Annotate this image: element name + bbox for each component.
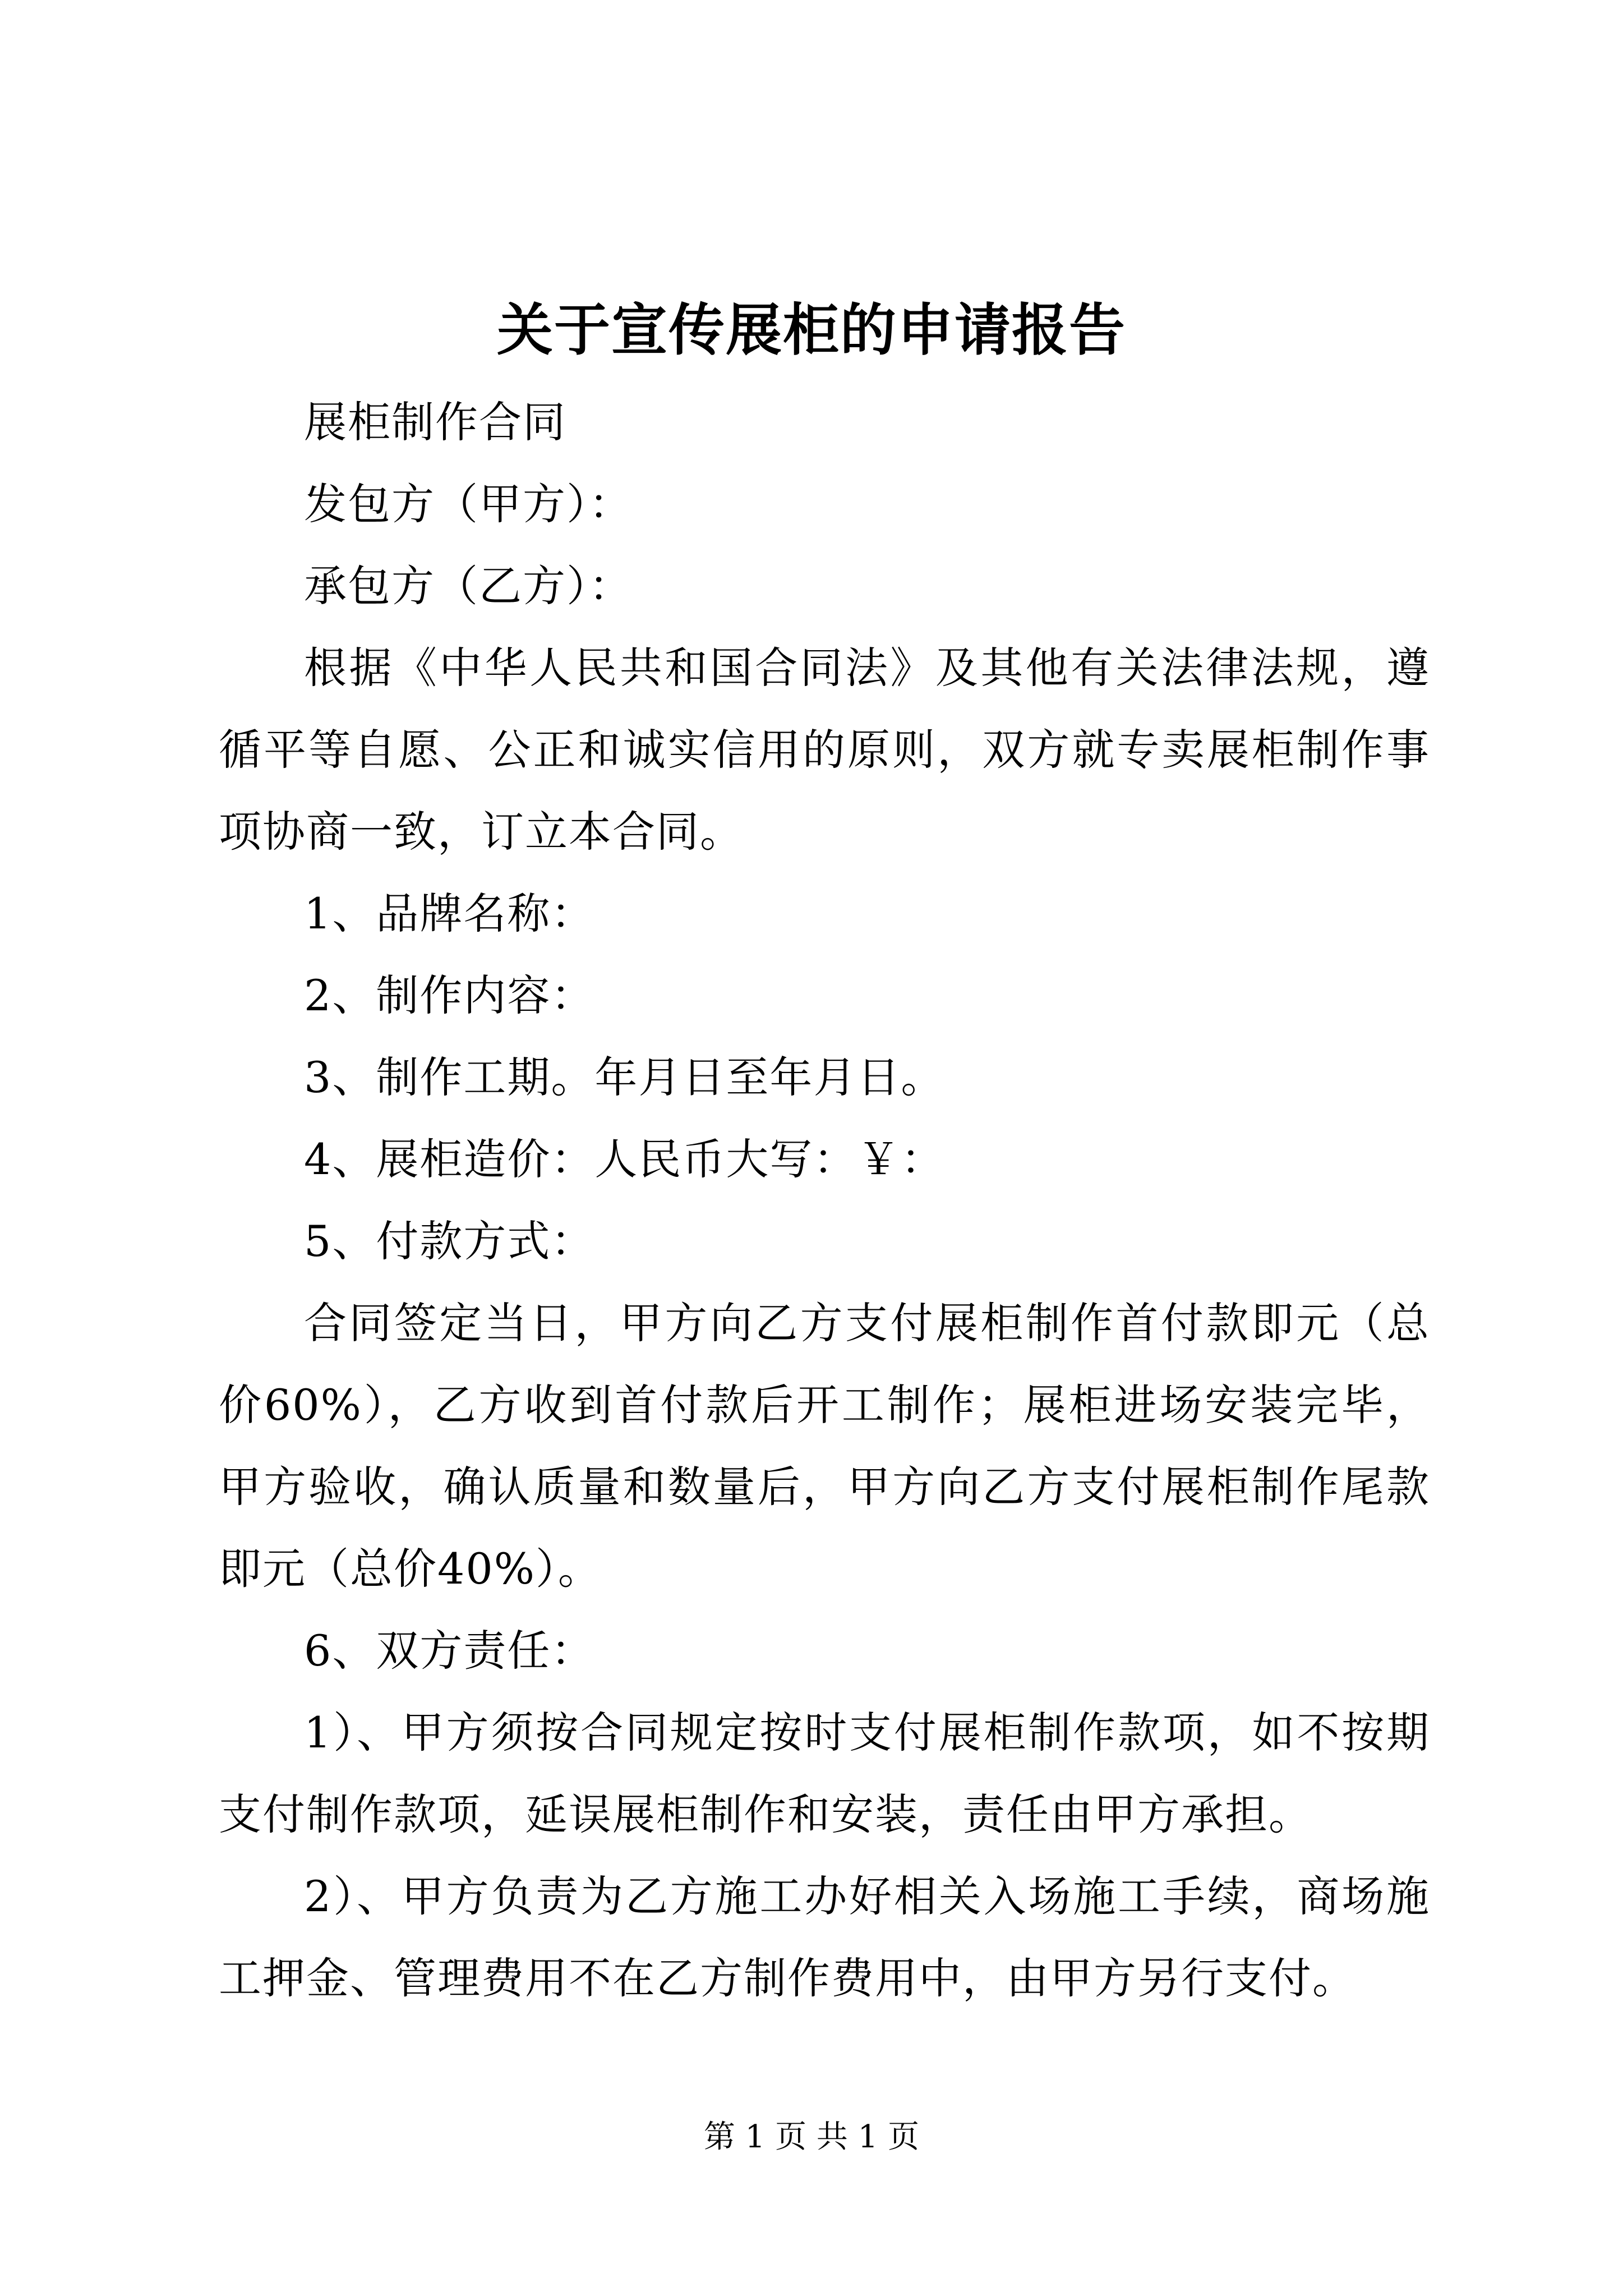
paragraph-production-content: 2、制作内容： bbox=[304, 970, 595, 1020]
page-number: 第 1 页 共 1 页 bbox=[703, 2119, 920, 2155]
page-footer bbox=[0, 2115, 1623, 2160]
paragraph-preamble: 根据《中华人民共和国合同法》及其他有关法律法规，遵循平等自愿、公正和诚实信用的原则，双方就专卖展柜制作事项协商一致，订立本合同。 bbox=[219, 643, 1430, 857]
paragraph-contract-heading: 展柜制作合同 bbox=[304, 397, 566, 447]
document-body bbox=[219, 381, 1430, 2019]
document-title: 关于宣传展柜的申请报告 bbox=[497, 297, 1126, 363]
paragraph-responsibility-1: 1）、甲方须按合同规定按时支付展柜制作款项，如不按期支付制作款项，延误展柜制作和安装，责任由甲方承担。 bbox=[219, 1708, 1430, 1839]
paragraph-payment-terms: 合同签定当日，甲方向乙方支付展柜制作首付款即元（总价60%），乙方收到首付款后开工制作；展柜进场安装完毕，甲方验收，确认质量和数量后，甲方向乙方支付展柜制作尾款即元（总价40%）。 bbox=[219, 1298, 1430, 1594]
paragraph-cabinet-price: 4、展柜造价：人民币大写：￥： bbox=[304, 1134, 945, 1184]
paragraph-party-b: 承包方（乙方）： bbox=[304, 561, 633, 611]
paragraph-payment-method: 5、付款方式： bbox=[304, 1216, 595, 1266]
paragraph-brand-name: 1、品牌名称： bbox=[304, 889, 595, 938]
paragraph-responsibility-2: 2）、甲方负责为乙方施工办好相关入场施工手续，商场施工押金、管理费用不在乙方制作费用中，由甲方另行支付。 bbox=[219, 1871, 1430, 2003]
paragraph-production-period: 3、制作工期。年月日至年月日。 bbox=[304, 1052, 945, 1102]
paragraph-responsibilities: 6、双方责任： bbox=[304, 1626, 595, 1676]
paragraph-party-a: 发包方（甲方）： bbox=[304, 479, 633, 529]
